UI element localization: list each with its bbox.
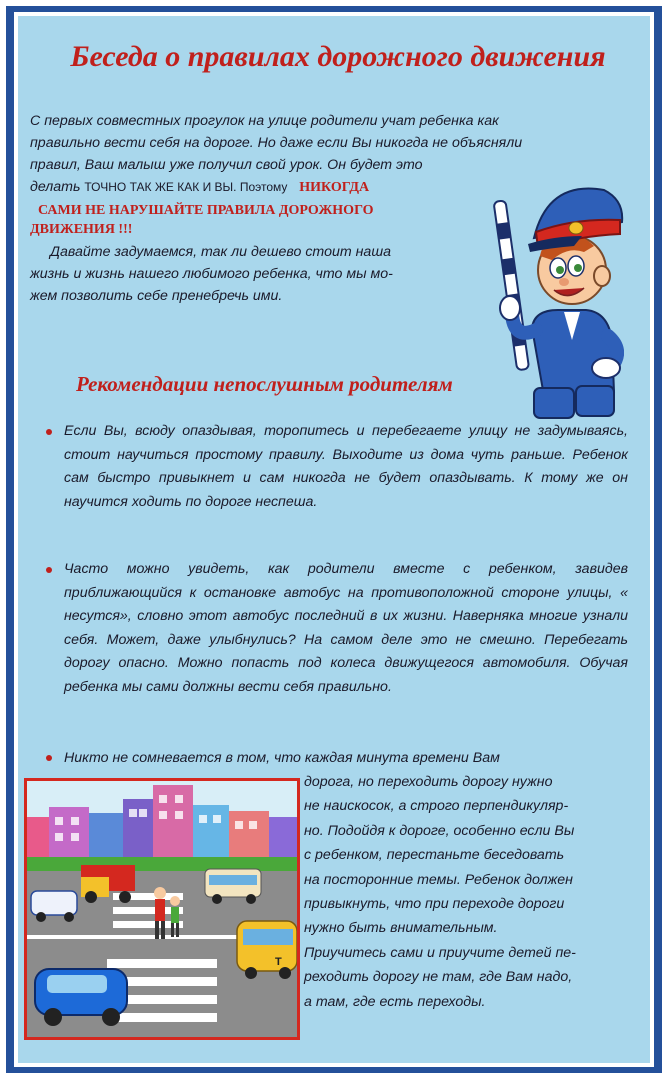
page-title: Беседа о правилах дорожного движения	[70, 40, 606, 73]
list-item	[64, 420, 628, 514]
list-item-line: с ребенком, перестаньте беседовать	[304, 847, 565, 864]
street-crossing-illustration	[24, 778, 300, 1040]
traffic-policeman-illustration	[474, 160, 624, 422]
list-item	[64, 558, 628, 700]
intro-line: жизнь и жизнь нашего любимого ребенка, что мы мо-	[30, 266, 393, 282]
warning-text: ДВИЖЕНИЯ !!!	[30, 222, 133, 237]
intro-text-fragment: делать	[30, 179, 85, 195]
bullet-icon	[46, 567, 52, 573]
list-item	[64, 746, 500, 770]
intro-line: С первых совместных прогулок на улице родители учат ребенка как	[30, 113, 499, 129]
warning-text: НИКОГДА	[299, 180, 370, 195]
list-item-line: на посторонние темы. Ребенок должен	[304, 871, 573, 888]
list-item-line: не наискосок, а строго перпендикуляр-	[304, 798, 569, 815]
warning-text: САМИ НЕ НАРУШАЙТЕ ПРАВИЛА ДОРОЖНОГО	[38, 203, 374, 218]
intro-line: правильно вести себя на дороге. Но даже если Вы никогда не объясняли	[30, 135, 523, 151]
list-item-line: дорога, но переходить дорогу нужно	[304, 774, 553, 790]
taxi-sign: T	[275, 956, 282, 968]
intro-line: Давайте задумаемся, так ли дешево стоит наша	[50, 244, 391, 260]
intro-line: правил, Ваш малыш уже получил свой урок. Он будет это	[30, 157, 423, 173]
list-item-line: а там, где есть переходы.	[304, 993, 486, 1010]
street-scene-picture	[27, 781, 297, 1037]
list-item-line: нужно быть внимательным.	[304, 920, 498, 937]
intro-line: жем позволить себе пренебречь ими.	[30, 288, 283, 304]
list-item-line: но. Подойдя к дороге, особенно если Вы	[304, 822, 575, 839]
list-item-line: привыкнуть, что при переходе дороги	[304, 896, 565, 913]
list-item-text: Если Вы, всюду опаздывая, торопитесь и перебегаете улицу не задумываясь, стоит научиться простому правилу. Выходите из дома чуть раньше. Ребенок сам быстро привыкнет и сам никогда не будет опаздывать. К тому же он научится ходить по дороге неспеша.	[64, 423, 628, 510]
bullet-icon	[46, 755, 52, 761]
section-subtitle: Рекомендации непослушным родителям	[76, 372, 453, 396]
list-item-line: реходить дорогу не там, где Вам надо,	[304, 969, 573, 986]
list-item-text: Часто можно увидеть, как родители вместе с ребенком, завидев приближающийся к остановке автобус на противоположной стороне улицы, « несутся», словно этот автобус последний в их жизни. Наверняка многие узнали себя. Может, даже улыбнулись? На самом деле это не смешно. Перебегать дорогу опасно. Можно попасть под колеса движущегося автомобиля. Обучая ребенка мы сами должны вести себя правильно.	[64, 561, 628, 695]
bullet-icon	[46, 429, 52, 435]
list-item-line: Приучитесь сами и приучите детей пе-	[304, 944, 576, 961]
list-item-text: Никто не сомневается в том, что каждая минута времени Вам	[64, 750, 500, 766]
intro-caps-fragment: ТОЧНО ТАК ЖЕ КАК И ВЫ. Поэтому	[84, 180, 288, 194]
list-item-continuation	[304, 770, 634, 1014]
